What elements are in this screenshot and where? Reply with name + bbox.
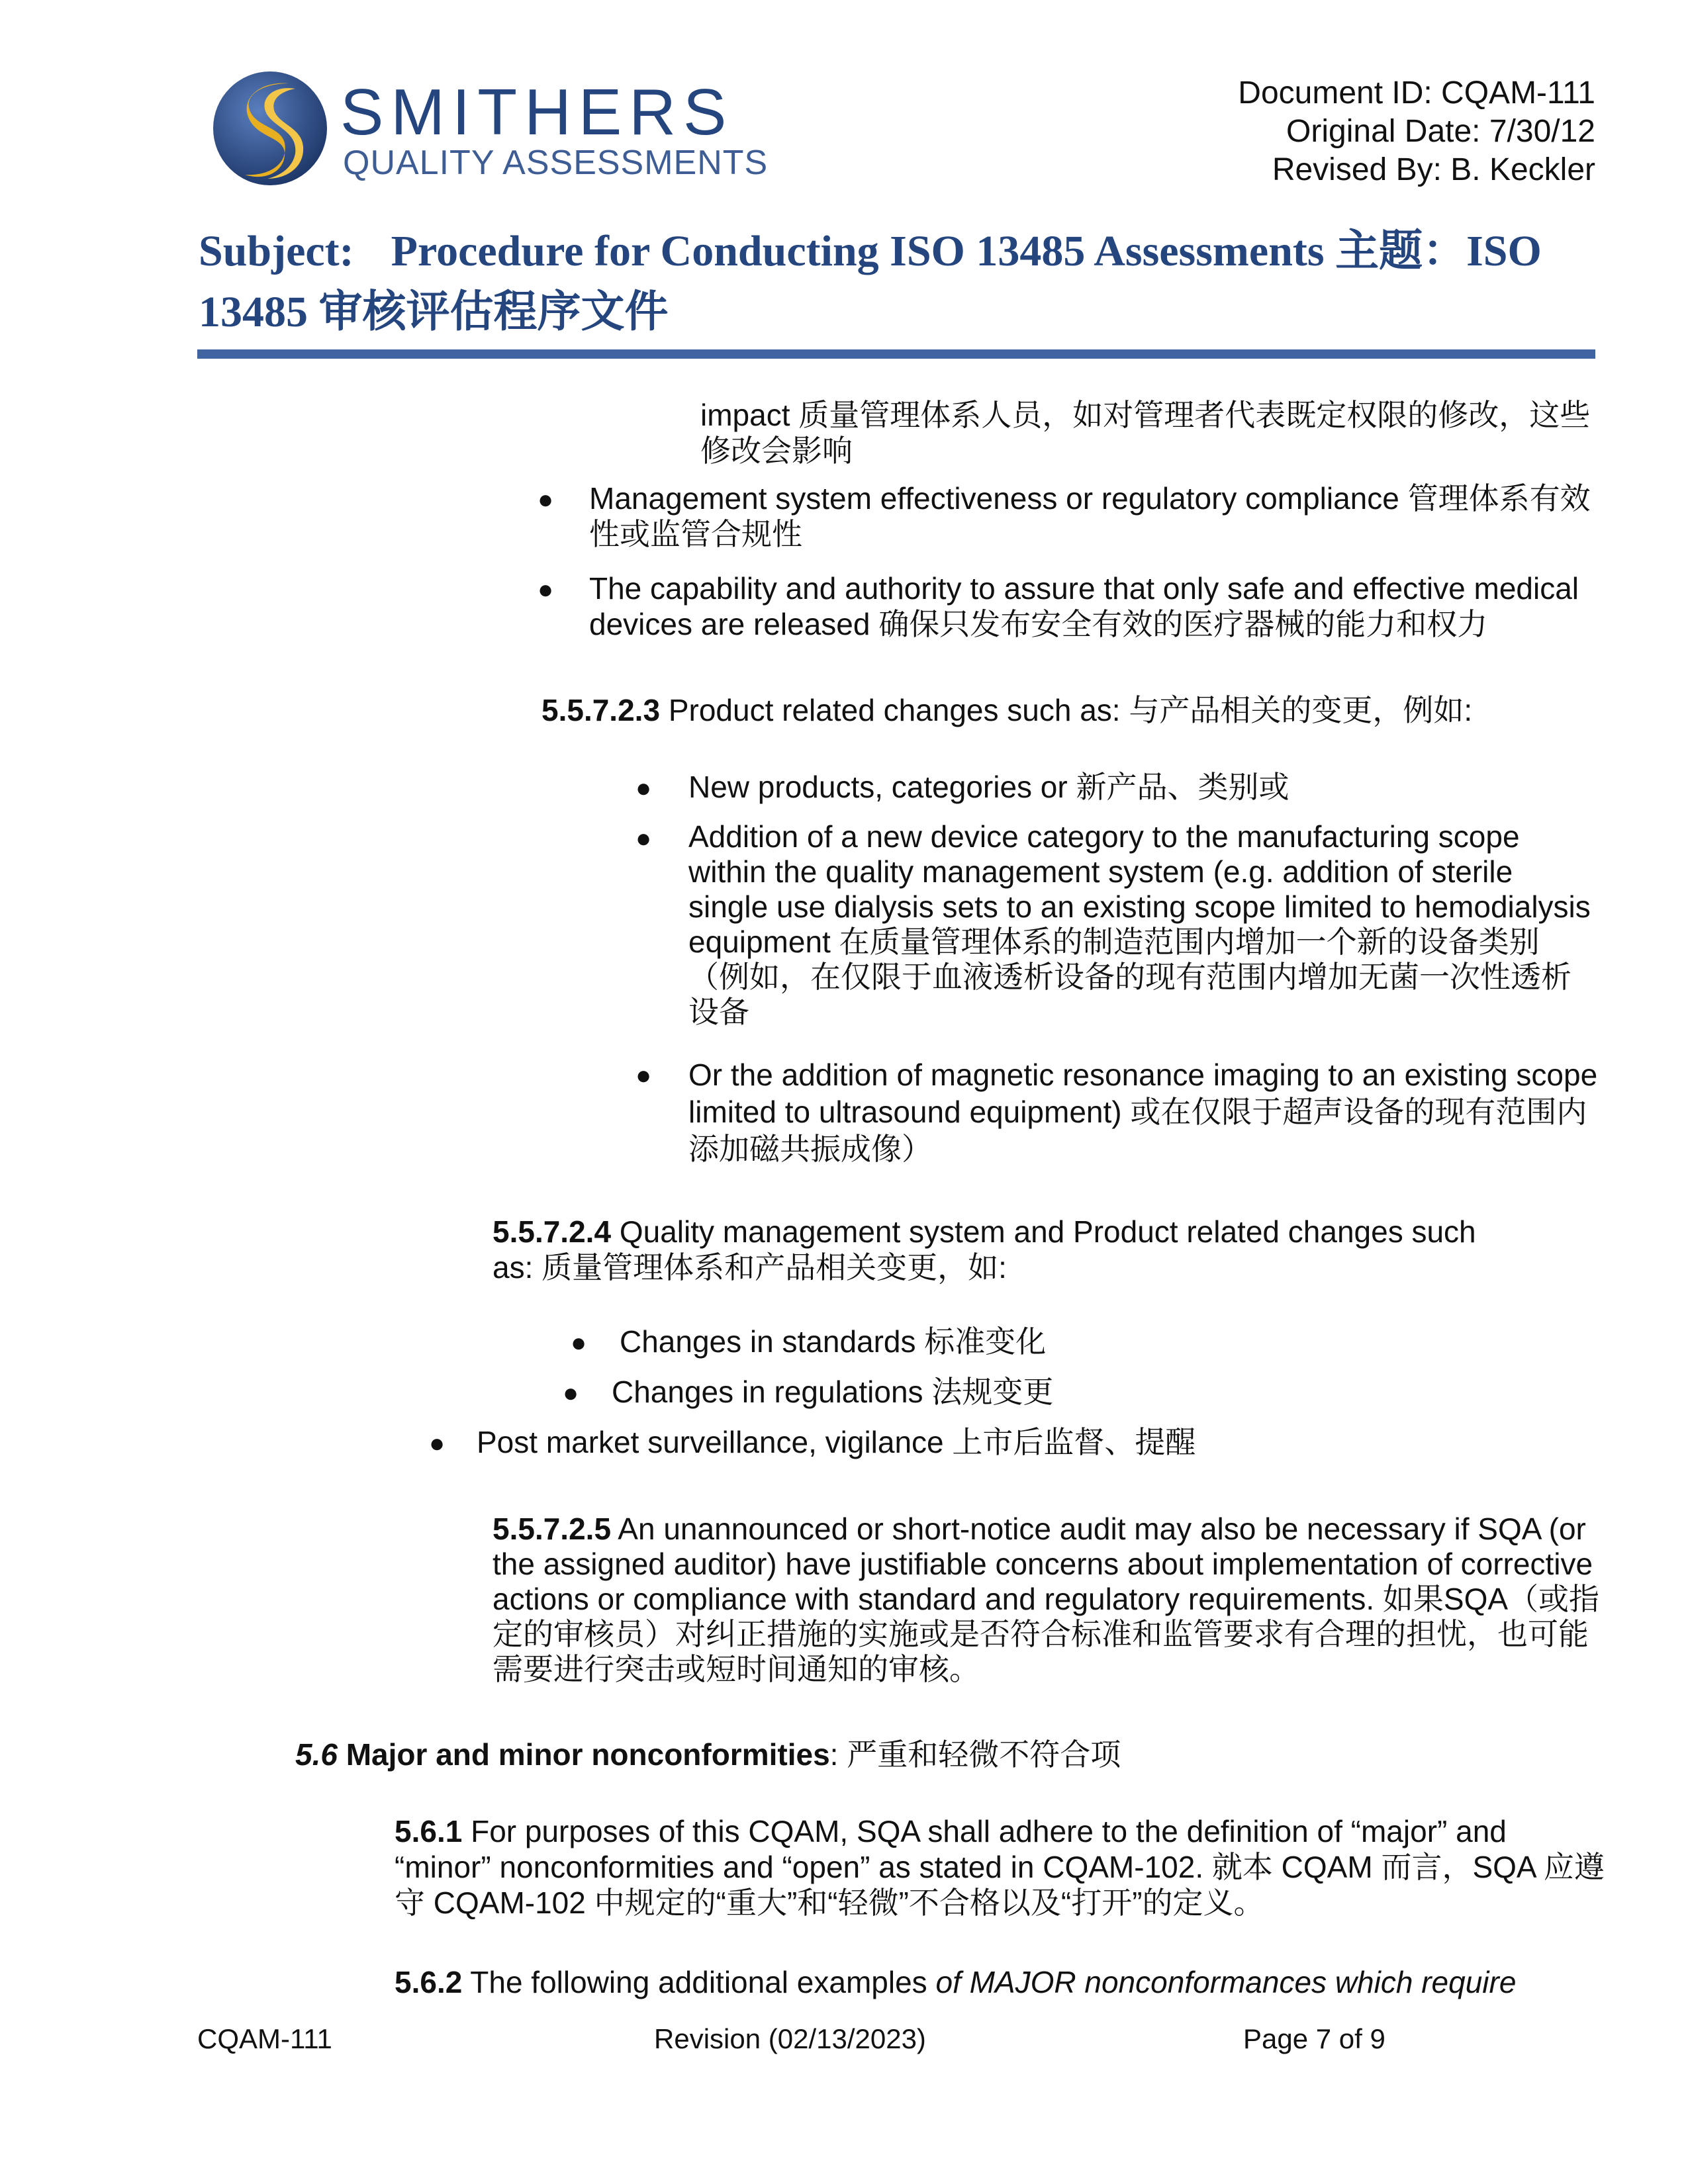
list-item: Management system effectiveness or regulatory compliance 管理体系有效 性或监管合规性: [589, 481, 1591, 551]
list-item: The capability and authority to assure that only safe and effective medical devices are released 确保只发布安全有效的医疗器械的能力和权力: [589, 571, 1579, 641]
smithers-s-logo-icon: [211, 69, 330, 188]
section-5-5-7-2-3: 5.5.7.2.3 Product related changes such as: 与产品相关的变更，例如:: [541, 693, 1473, 727]
list-item: New products, categories or 新产品、类别或: [688, 770, 1289, 804]
footer-page-number: Page 7 of 9: [1243, 2023, 1385, 2054]
footer-revision: Revision (02/13/2023): [654, 2023, 926, 2054]
company-logo: [211, 69, 780, 188]
bullet-icon: ●: [429, 1429, 445, 1458]
list-item: Or the addition of magnetic resonance imaging to an existing scope limited to ultrasound equipment) 或在仅限于超声设备的现有范围内 添加磁共振成像）: [688, 1058, 1598, 1166]
section-5-6-heading: 5.6 Major and minor nonconformities: 严重和轻微不符合项: [295, 1737, 1121, 1772]
revised-by: Revised By: B. Keckler: [1272, 152, 1595, 187]
header-divider: [197, 349, 1595, 359]
continued-text: impact 质量管理体系人员，如对管理者代表既定权限的修改，这些 修改会影响: [700, 398, 1591, 468]
document-id: Document ID: CQAM-111: [1238, 75, 1595, 111]
document-meta: [1238, 74, 1595, 189]
bullet-icon: ●: [635, 824, 652, 853]
list-item: Post market surveillance, vigilance 上市后监督、提醒: [477, 1425, 1196, 1459]
bullet-icon: ●: [635, 1061, 652, 1090]
page-title: [199, 221, 1595, 343]
section-5-6-2: 5.6.2 The following additional examples of MAJOR nonconformances which require: [395, 1965, 1517, 1999]
bullet-icon: ●: [635, 774, 652, 803]
footer-doc-id: CQAM-111: [197, 2023, 332, 2054]
logo-tagline: QUALITY ASSESSMENTS: [343, 144, 769, 182]
logo-wordmark: SMITHERS: [340, 75, 734, 148]
list-item: Addition of a new device category to the manufacturing scope within the quality management system (e.g. addition of sterile single use dialysis sets to an existing scope limited to hemodialysis equipment 在质量管理体系的制造范围内增加一个新的设备类别 （例如，在仅限于血液透析设备的现有范围内增加无菌一次性透析 设备: [688, 819, 1591, 1029]
list-item: Changes in regulations 法规变更: [612, 1375, 1054, 1409]
section-5-5-7-2-4: 5.5.7.2.4 Quality management system and Product related changes such as: 质量管理体系和产品相关变更，如:: [492, 1214, 1476, 1285]
section-5-6-1: 5.6.1 For purposes of this CQAM, SQA shall adhere to the definition of “major” and “minor” nonconformities and “open” as stated in CQAM-102. 就本 CQAM 而言，SQA 应遵 守 CQAM-102 中规定的“重大”和“轻微”不合格以及“打开”的定义。: [395, 1814, 1605, 1920]
subject-label: Subject:: [199, 227, 354, 275]
bullet-icon: ●: [563, 1379, 579, 1408]
subject-title: Procedure for Conducting ISO 13485 Assessments 主题：ISO 13485 审核评估程序文件: [199, 227, 1542, 336]
bullet-icon: ●: [571, 1328, 587, 1357]
bullet-icon: ●: [538, 575, 554, 604]
list-item: Changes in standards 标准变化: [620, 1324, 1047, 1359]
bullet-icon: ●: [538, 485, 554, 514]
section-5-5-7-2-5: 5.5.7.2.5 An unannounced or short-notice audit may also be necessary if SQA (or the assigned auditor) have justifiable concerns about implementation of corrective actions or compliance with standard and regulatory requirements. 如果SQA（或指 定的审核员）对纠正措施的实施或是否符合标准和监管要求有合理的担忧，也可能 需要进行突击或短时间通知的审核。: [492, 1512, 1600, 1686]
original-date: Original Date: 7/30/12: [1286, 114, 1595, 149]
